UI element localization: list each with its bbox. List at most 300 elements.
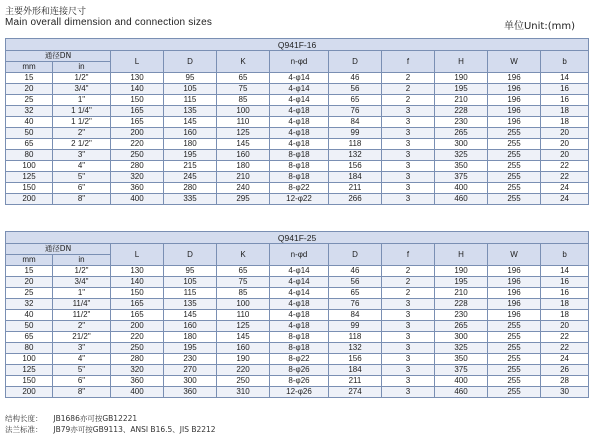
cell-h: 210	[435, 288, 488, 299]
cell-mm: 15	[6, 266, 53, 277]
cell-d2: 99	[329, 128, 382, 139]
cell-b: 18	[541, 106, 589, 117]
cell-k: 125	[217, 321, 270, 332]
cell-b: 24	[541, 194, 589, 205]
cell-nd: 4-φ14	[270, 95, 329, 106]
cell-h: 190	[435, 73, 488, 84]
cell-k: 210	[217, 172, 270, 183]
cell-f: 3	[382, 194, 435, 205]
cell-b: 22	[541, 172, 589, 183]
cell-f: 3	[382, 376, 435, 387]
cell-d2: 56	[329, 277, 382, 288]
column-header-d: D	[164, 244, 217, 266]
cell-f: 3	[382, 106, 435, 117]
column-header-w: W	[488, 51, 541, 73]
cell-in: 11/2"	[53, 310, 111, 321]
cell-mm: 200	[6, 194, 53, 205]
cell-h: 460	[435, 194, 488, 205]
cell-l: 165	[111, 117, 164, 128]
cell-k: 75	[217, 277, 270, 288]
cell-f: 3	[382, 299, 435, 310]
cell-d2: 266	[329, 194, 382, 205]
table-row	[6, 106, 589, 117]
cell-f: 3	[382, 150, 435, 161]
table-row	[6, 354, 589, 365]
cell-w: 255	[488, 354, 541, 365]
cell-h: 375	[435, 365, 488, 376]
dimension-table-q941f-25	[5, 231, 589, 398]
cell-b: 18	[541, 117, 589, 128]
unit-label: 单位Unit:(mm)	[503, 21, 575, 32]
cell-nd: 8-φ22	[270, 354, 329, 365]
cell-f: 3	[382, 172, 435, 183]
cell-d2: 84	[329, 310, 382, 321]
cell-in: 2"	[53, 128, 111, 139]
cell-d2: 132	[329, 150, 382, 161]
cell-mm: 32	[6, 299, 53, 310]
cell-w: 196	[488, 288, 541, 299]
cell-w: 255	[488, 139, 541, 150]
cell-h: 195	[435, 84, 488, 95]
cell-nd: 4-φ18	[270, 106, 329, 117]
cell-w: 196	[488, 310, 541, 321]
column-header-d: D	[164, 51, 217, 73]
cell-f: 3	[382, 365, 435, 376]
cell-k: 125	[217, 128, 270, 139]
cell-b: 20	[541, 139, 589, 150]
cell-f: 3	[382, 332, 435, 343]
cell-k: 75	[217, 84, 270, 95]
table-body	[6, 73, 589, 205]
cell-d: 230	[164, 354, 217, 365]
cell-k: 65	[217, 266, 270, 277]
cell-l: 280	[111, 354, 164, 365]
cell-nd: 8-φ26	[270, 365, 329, 376]
cell-b: 14	[541, 266, 589, 277]
cell-d: 180	[164, 332, 217, 343]
cell-d: 115	[164, 288, 217, 299]
table-body	[6, 266, 589, 398]
cell-d: 215	[164, 161, 217, 172]
cell-l: 320	[111, 172, 164, 183]
column-header-mm: mm	[6, 62, 53, 73]
column-header-h: H	[435, 51, 488, 73]
column-header-k: K	[217, 244, 270, 266]
cell-f: 2	[382, 84, 435, 95]
cell-k: 100	[217, 106, 270, 117]
cell-mm: 200	[6, 387, 53, 398]
cell-w: 255	[488, 376, 541, 387]
note-label: 结构长度：	[5, 414, 43, 423]
cell-k: 190	[217, 354, 270, 365]
cell-h: 265	[435, 128, 488, 139]
cell-nd: 8-φ18	[270, 343, 329, 354]
cell-nd: 4-φ18	[270, 299, 329, 310]
cell-mm: 125	[6, 172, 53, 183]
cell-in: 6"	[53, 183, 111, 194]
dimension-table-q941f-16	[5, 38, 589, 205]
cell-mm: 20	[6, 277, 53, 288]
cell-b: 16	[541, 288, 589, 299]
cell-b: 14	[541, 73, 589, 84]
table-row	[6, 365, 589, 376]
cell-k: 250	[217, 376, 270, 387]
column-header-k: K	[217, 51, 270, 73]
cell-l: 200	[111, 321, 164, 332]
cell-h: 190	[435, 266, 488, 277]
table-row	[6, 321, 589, 332]
cell-in: 8"	[53, 387, 111, 398]
note-label: 法兰标准：	[5, 425, 43, 434]
cell-nd: 8-φ26	[270, 376, 329, 387]
cell-nd: 4-φ14	[270, 288, 329, 299]
cell-d: 270	[164, 365, 217, 376]
cell-d2: 65	[329, 95, 382, 106]
cell-mm: 15	[6, 73, 53, 84]
cell-d: 335	[164, 194, 217, 205]
cell-k: 145	[217, 332, 270, 343]
cell-k: 295	[217, 194, 270, 205]
cell-nd: 4-φ14	[270, 266, 329, 277]
note-text: JB79亦可按GB9113、ANSI B16.5、JIS B2212	[53, 425, 216, 434]
note-text: JB1686亦可按GB12221	[53, 414, 138, 423]
cell-f: 3	[382, 161, 435, 172]
cell-nd: 12-φ22	[270, 194, 329, 205]
cell-d: 160	[164, 321, 217, 332]
cell-w: 255	[488, 343, 541, 354]
cell-l: 250	[111, 343, 164, 354]
cell-mm: 20	[6, 84, 53, 95]
cell-d2: 76	[329, 106, 382, 117]
cell-in: 1/2"	[53, 266, 111, 277]
cell-f: 2	[382, 288, 435, 299]
cell-d2: 84	[329, 117, 382, 128]
cell-f: 3	[382, 183, 435, 194]
column-header-w: W	[488, 244, 541, 266]
cell-l: 320	[111, 365, 164, 376]
table-model-title: Q941F-25	[6, 232, 589, 244]
cell-k: 110	[217, 117, 270, 128]
cell-k: 310	[217, 387, 270, 398]
cell-d2: 211	[329, 376, 382, 387]
cell-w: 255	[488, 194, 541, 205]
cell-f: 3	[382, 117, 435, 128]
column-header-b: b	[541, 51, 589, 73]
cell-w: 255	[488, 387, 541, 398]
cell-f: 2	[382, 95, 435, 106]
cell-l: 130	[111, 266, 164, 277]
cell-k: 85	[217, 288, 270, 299]
note-flange-standard	[5, 424, 216, 435]
cell-nd: 4-φ18	[270, 128, 329, 139]
table-row	[6, 343, 589, 354]
cell-h: 265	[435, 321, 488, 332]
table-row	[6, 172, 589, 183]
cell-d2: 132	[329, 343, 382, 354]
cell-d: 195	[164, 150, 217, 161]
cell-mm: 50	[6, 321, 53, 332]
table-row	[6, 376, 589, 387]
table-row	[6, 73, 589, 84]
column-header-nd: n-φd	[270, 244, 329, 266]
cell-mm: 25	[6, 95, 53, 106]
column-header-mm: mm	[6, 255, 53, 266]
cell-k: 85	[217, 95, 270, 106]
cell-b: 26	[541, 365, 589, 376]
table-row	[6, 161, 589, 172]
cell-mm: 40	[6, 310, 53, 321]
cell-d: 135	[164, 106, 217, 117]
cell-d: 105	[164, 84, 217, 95]
table-row	[6, 288, 589, 299]
table-row	[6, 332, 589, 343]
cell-w: 255	[488, 365, 541, 376]
table-row	[6, 84, 589, 95]
cell-l: 165	[111, 310, 164, 321]
cell-nd: 4-φ18	[270, 310, 329, 321]
cell-f: 3	[382, 139, 435, 150]
cell-in: 1"	[53, 288, 111, 299]
table-row	[6, 299, 589, 310]
cell-b: 18	[541, 299, 589, 310]
cell-d: 95	[164, 266, 217, 277]
cell-h: 325	[435, 343, 488, 354]
cell-k: 65	[217, 73, 270, 84]
cell-d2: 56	[329, 84, 382, 95]
cell-f: 3	[382, 310, 435, 321]
cell-h: 210	[435, 95, 488, 106]
cell-l: 400	[111, 387, 164, 398]
cell-nd: 4-φ14	[270, 73, 329, 84]
cell-nd: 8-φ22	[270, 183, 329, 194]
cell-b: 16	[541, 277, 589, 288]
cell-k: 160	[217, 150, 270, 161]
cell-w: 196	[488, 84, 541, 95]
cell-b: 28	[541, 376, 589, 387]
cell-d: 115	[164, 95, 217, 106]
cell-h: 300	[435, 139, 488, 150]
cell-l: 280	[111, 161, 164, 172]
column-header-d2: D	[329, 244, 382, 266]
cell-f: 2	[382, 266, 435, 277]
title-english: Main overall dimension and connection sizes	[5, 17, 213, 28]
cell-l: 220	[111, 332, 164, 343]
column-header-l: L	[111, 51, 164, 73]
table-row	[6, 117, 589, 128]
table-model-title: Q941F-16	[6, 39, 589, 51]
cell-w: 196	[488, 277, 541, 288]
cell-in: 4"	[53, 161, 111, 172]
cell-h: 350	[435, 161, 488, 172]
table-row	[6, 183, 589, 194]
cell-k: 220	[217, 365, 270, 376]
column-header-f: f	[382, 51, 435, 73]
cell-nd: 4-φ18	[270, 139, 329, 150]
column-header-nd: n-φd	[270, 51, 329, 73]
cell-w: 255	[488, 183, 541, 194]
cell-mm: 100	[6, 354, 53, 365]
cell-l: 130	[111, 73, 164, 84]
cell-w: 255	[488, 161, 541, 172]
cell-nd: 12-φ26	[270, 387, 329, 398]
cell-f: 3	[382, 343, 435, 354]
cell-mm: 40	[6, 117, 53, 128]
cell-mm: 32	[6, 106, 53, 117]
cell-d2: 65	[329, 288, 382, 299]
cell-in: 8"	[53, 194, 111, 205]
cell-in: 3"	[53, 150, 111, 161]
cell-w: 196	[488, 73, 541, 84]
cell-h: 375	[435, 172, 488, 183]
cell-d: 195	[164, 343, 217, 354]
cell-l: 140	[111, 277, 164, 288]
cell-d2: 118	[329, 139, 382, 150]
cell-h: 230	[435, 310, 488, 321]
table-row	[6, 95, 589, 106]
cell-w: 255	[488, 128, 541, 139]
cell-w: 255	[488, 332, 541, 343]
table-row	[6, 128, 589, 139]
cell-in: 1 1/4"	[53, 106, 111, 117]
cell-d2: 184	[329, 172, 382, 183]
table-row	[6, 194, 589, 205]
cell-in: 1 1/2"	[53, 117, 111, 128]
cell-mm: 25	[6, 288, 53, 299]
cell-d2: 99	[329, 321, 382, 332]
cell-in: 1"	[53, 95, 111, 106]
cell-f: 3	[382, 321, 435, 332]
cell-l: 360	[111, 183, 164, 194]
cell-mm: 150	[6, 183, 53, 194]
cell-b: 18	[541, 310, 589, 321]
cell-f: 3	[382, 354, 435, 365]
cell-b: 16	[541, 84, 589, 95]
cell-b: 20	[541, 321, 589, 332]
cell-d2: 156	[329, 354, 382, 365]
cell-f: 2	[382, 73, 435, 84]
cell-nd: 4-φ14	[270, 84, 329, 95]
column-header-dn: 通径DN	[6, 244, 111, 255]
cell-in: 2"	[53, 321, 111, 332]
cell-l: 220	[111, 139, 164, 150]
cell-mm: 150	[6, 376, 53, 387]
cell-h: 228	[435, 106, 488, 117]
cell-d: 160	[164, 128, 217, 139]
cell-b: 22	[541, 332, 589, 343]
column-header-f: f	[382, 244, 435, 266]
cell-f: 2	[382, 277, 435, 288]
cell-l: 165	[111, 106, 164, 117]
table-row	[6, 310, 589, 321]
table-row	[6, 150, 589, 161]
cell-b: 20	[541, 150, 589, 161]
cell-b: 22	[541, 161, 589, 172]
cell-w: 196	[488, 117, 541, 128]
column-header-h: H	[435, 244, 488, 266]
cell-k: 180	[217, 161, 270, 172]
column-header-dn: 通径DN	[6, 51, 111, 62]
cell-nd: 4-φ18	[270, 321, 329, 332]
cell-k: 100	[217, 299, 270, 310]
cell-mm: 50	[6, 128, 53, 139]
cell-in: 1/2"	[53, 73, 111, 84]
cell-d: 245	[164, 172, 217, 183]
cell-k: 160	[217, 343, 270, 354]
cell-k: 110	[217, 310, 270, 321]
cell-l: 150	[111, 288, 164, 299]
cell-b: 24	[541, 354, 589, 365]
cell-h: 400	[435, 183, 488, 194]
cell-h: 228	[435, 299, 488, 310]
cell-d2: 118	[329, 332, 382, 343]
cell-k: 240	[217, 183, 270, 194]
cell-d2: 46	[329, 266, 382, 277]
cell-w: 196	[488, 266, 541, 277]
cell-l: 360	[111, 376, 164, 387]
cell-d: 360	[164, 387, 217, 398]
cell-f: 3	[382, 128, 435, 139]
cell-mm: 80	[6, 343, 53, 354]
table-row	[6, 139, 589, 150]
cell-l: 250	[111, 150, 164, 161]
cell-in: 21/2"	[53, 332, 111, 343]
cell-d2: 184	[329, 365, 382, 376]
cell-mm: 100	[6, 161, 53, 172]
table-row	[6, 277, 589, 288]
title-chinese: 主要外形和连接尺寸	[5, 7, 87, 17]
cell-in: 11/4"	[53, 299, 111, 310]
cell-f: 3	[382, 387, 435, 398]
column-header-d2: D	[329, 51, 382, 73]
cell-in: 5"	[53, 365, 111, 376]
cell-h: 400	[435, 376, 488, 387]
column-header-in: in	[53, 62, 111, 73]
cell-nd: 4-φ14	[270, 277, 329, 288]
cell-d: 105	[164, 277, 217, 288]
cell-d: 95	[164, 73, 217, 84]
cell-h: 300	[435, 332, 488, 343]
cell-h: 325	[435, 150, 488, 161]
cell-in: 6"	[53, 376, 111, 387]
cell-h: 350	[435, 354, 488, 365]
table-row	[6, 387, 589, 398]
cell-in: 3/4"	[53, 84, 111, 95]
cell-l: 140	[111, 84, 164, 95]
cell-in: 2 1/2"	[53, 139, 111, 150]
cell-nd: 8-φ18	[270, 332, 329, 343]
cell-d2: 46	[329, 73, 382, 84]
cell-nd: 8-φ18	[270, 150, 329, 161]
cell-nd: 8-φ18	[270, 161, 329, 172]
cell-k: 145	[217, 139, 270, 150]
column-header-in: in	[53, 255, 111, 266]
cell-w: 196	[488, 95, 541, 106]
cell-b: 20	[541, 128, 589, 139]
cell-in: 3"	[53, 343, 111, 354]
cell-mm: 65	[6, 139, 53, 150]
cell-mm: 65	[6, 332, 53, 343]
cell-h: 230	[435, 117, 488, 128]
cell-d: 300	[164, 376, 217, 387]
cell-h: 195	[435, 277, 488, 288]
cell-in: 4"	[53, 354, 111, 365]
cell-d: 145	[164, 310, 217, 321]
cell-d: 135	[164, 299, 217, 310]
cell-d2: 76	[329, 299, 382, 310]
cell-l: 400	[111, 194, 164, 205]
cell-d: 145	[164, 117, 217, 128]
cell-w: 255	[488, 172, 541, 183]
